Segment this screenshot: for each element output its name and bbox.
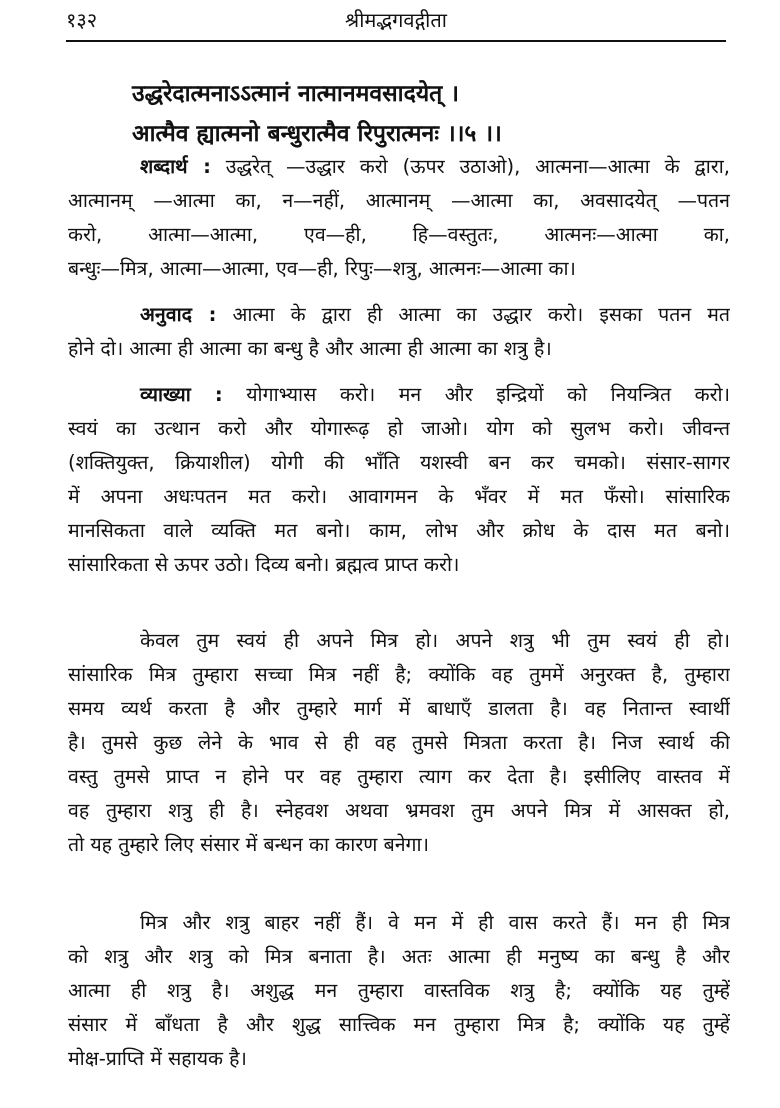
commentary-line: मानसिकता वाले व्यक्ति मत बनो। काम, लोभ और क्रोध के दास मत बनो। xyxy=(68,519,730,542)
commentary-line: में अपना अधःपतन मत करो। आवागमन के भँवर में मत फँसो। सांसारिक xyxy=(68,485,730,508)
paragraph-line: मोक्ष-प्राप्ति में सहायक है। xyxy=(68,1047,247,1070)
header-divider xyxy=(66,40,726,42)
commentary-label: व्याख्या : xyxy=(140,383,223,406)
commentary-line: स्वयं का उत्थान करो और योगारूढ़ हो जाओ। योग को सुलभ करो। जीवन्त xyxy=(68,417,730,440)
page-number: १३२ xyxy=(66,8,98,32)
commentary-line: सांसारिकता से ऊपर उठो। दिव्य बनो। ब्रह्मत्व प्राप्त करो। xyxy=(68,553,460,576)
paragraph-line: केवल तुम स्वयं ही अपने मित्र हो। अपने शत्रु भी तुम स्वयं ही हो। xyxy=(140,629,730,652)
commentary-line: व्याख्या : योगाभ्यास करो। मन और इन्द्रियों को नियन्त्रित करो। xyxy=(140,383,730,406)
commentary-section xyxy=(68,378,730,582)
running-title: श्रीमद्भगवद्गीता xyxy=(345,8,447,32)
paragraph-line: है। तुमसे कुछ लेने के भाव से ही वह तुमसे मित्रता करता है। निज स्वार्थ की xyxy=(68,731,730,754)
verse-line-1: उद्धरेदात्मनाऽऽत्मानं नात्मानमवसादयेत् । xyxy=(132,81,460,107)
translation-label: अनुवाद : xyxy=(140,303,217,326)
paragraph-line: तो यह तुम्हारे लिए संसार में बन्धन का कारण बनेगा। xyxy=(68,833,429,856)
paragraph-line: आत्मा ही शत्रु है। अशुद्ध मन तुम्हारा वास्तविक शत्रु है; क्योंकि यह तुम्हें xyxy=(68,979,730,1002)
paragraph-3 xyxy=(68,906,730,1076)
translation-line: होने दो। आत्मा ही आत्मा का बन्धु है और आत्मा ही आत्मा का शत्रु है। xyxy=(68,337,552,360)
word-meaning-line: बन्धुः—मित्र, आत्मा—आत्मा, एव—ही, रिपुः—शत्रु, आत्मनः—आत्मा का। xyxy=(68,257,576,280)
commentary-line: (शक्तियुक्त, क्रियाशील) योगी की भाँति यशस्वी बन कर चमको। संसार-सागर xyxy=(68,451,730,474)
paragraph-line: मित्र और शत्रु बाहर नहीं हैं। वे मन में ही वास करते हैं। मन ही मित्र xyxy=(140,911,730,934)
translation-section xyxy=(68,298,730,366)
paragraph-line: सांसारिक मित्र तुम्हारा सच्चा मित्र नहीं है; क्योंकि वह तुममें अनुरक्त है, तुम्हारा xyxy=(68,663,730,686)
word-meaning-section xyxy=(68,150,730,286)
word-meaning-line: शब्दार्थ : उद्धरेत् —उद्धार करो (ऊपर उठाओ), आत्मना—आत्मा के द्वारा, xyxy=(140,155,730,178)
paragraph-line: वस्तु तुमसे प्राप्त न होने पर वह तुम्हारा त्याग कर देता है। इसीलिए वास्तव में xyxy=(68,765,730,788)
paragraph-line: को शत्रु और शत्रु को मित्र बनाता है। अतः आत्मा ही मनुष्य का बन्धु है और xyxy=(68,945,730,968)
translation-line: अनुवाद : आत्मा के द्वारा ही आत्मा का उद्धार करो। इसका पतन मत xyxy=(140,303,730,326)
paragraph-line: संसार में बाँधता है और शुद्ध सात्त्विक मन तुम्हारा मित्र है; क्योंकि यह तुम्हें xyxy=(68,1013,730,1036)
verse-line-2: आत्मैव ह्यात्मनो बन्धुरात्मैव रिपुरात्मनः ।।५ ।। xyxy=(132,121,502,147)
word-meaning-line: आत्मानम् —आत्मा का, न—नहीं, आत्मानम् —आत्मा का, अवसादयेत् —पतन xyxy=(68,189,730,212)
paragraph-line: समय व्यर्थ करता है और तुम्हारे मार्ग में बाधाएँ डालता है। वह नितान्त स्वार्थी xyxy=(68,697,730,720)
paragraph-line: वह तुम्हारा शत्रु ही है। स्नेहवश अथवा भ्रमवश तुम अपने मित्र में आसक्त हो, xyxy=(68,799,730,822)
paragraph-2 xyxy=(68,624,730,862)
word-meaning-label: शब्दार्थ : xyxy=(140,155,211,178)
page-header xyxy=(66,4,726,36)
word-meaning-line: करो, आत्मा—आत्मा, एव—ही, हि—वस्तुतः, आत्मनः—आत्मा का, xyxy=(68,223,730,246)
